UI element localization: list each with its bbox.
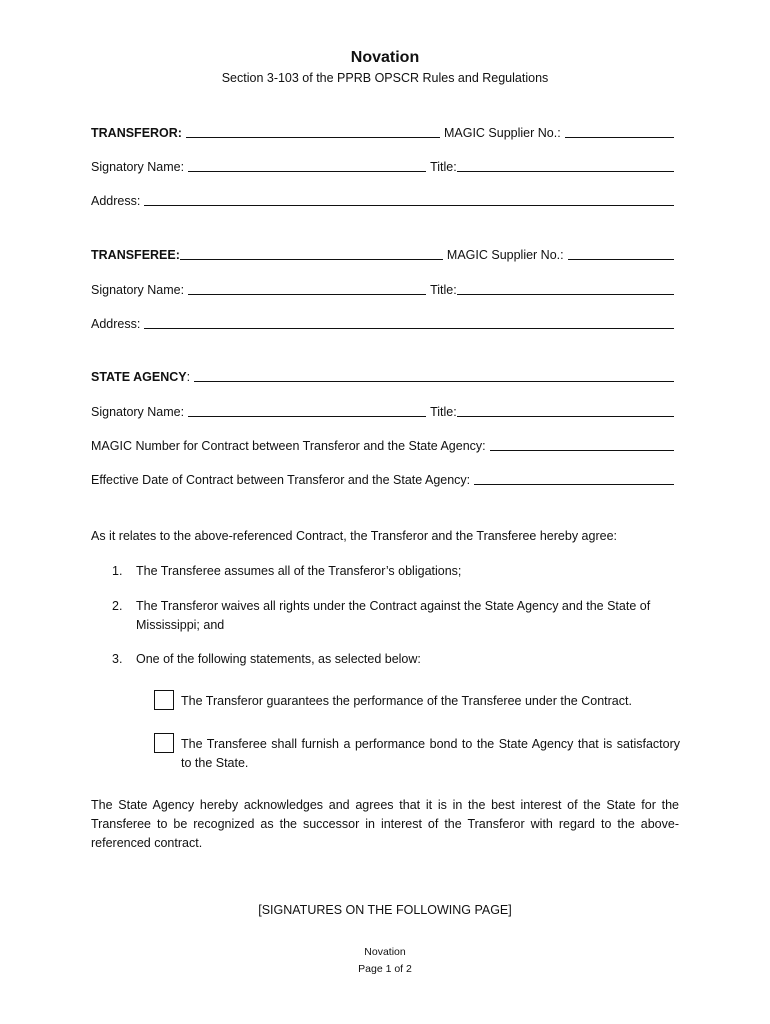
transferor-row xyxy=(91,122,674,140)
transferee-supplier-field[interactable] xyxy=(568,246,674,260)
transferor-address-field[interactable] xyxy=(144,192,674,206)
agreement-intro: As it relates to the above-referenced Contract, the Transferor and the Transferee hereby agree: xyxy=(91,529,617,543)
transferor-title-field[interactable] xyxy=(457,158,674,172)
transferor-title-label: Title: xyxy=(430,160,457,174)
performance-bond-option-text: The Transferee shall furnish a performance bond to the State Agency that is satisfactory to the State. xyxy=(181,737,680,770)
list-item xyxy=(112,650,680,669)
page-number: Page 1 of 2 xyxy=(358,963,412,975)
signatures-note: [SIGNATURES ON THE FOLLOWING PAGE] xyxy=(258,903,512,917)
transferee-address-row xyxy=(91,313,674,331)
magic-number-label: MAGIC Number for Contract between Transferor and the State Agency: xyxy=(91,439,486,453)
effective-date-label: Effective Date of Contract between Transferor and the State Agency: xyxy=(91,473,471,487)
list-item-text: The Transferee assumes all of the Transferor’s obligations; xyxy=(136,564,462,578)
state-agency-field[interactable] xyxy=(194,368,674,382)
transferee-signatory-row xyxy=(91,279,674,297)
transferor-address-label: Address: xyxy=(91,194,141,208)
transferor-label: TRANSFEROR: xyxy=(91,126,182,140)
transferee-supplier-label: MAGIC Supplier No.: xyxy=(446,248,564,262)
list-item xyxy=(112,597,680,635)
transferor-signatory-label: Signatory Name: xyxy=(91,160,185,174)
transferee-signatory-field[interactable] xyxy=(188,281,426,295)
guarantee-option xyxy=(154,692,680,711)
performance-bond-option xyxy=(154,735,680,773)
transferee-title-label: Title: xyxy=(430,283,457,297)
transferee-name-field[interactable] xyxy=(180,246,443,260)
list-item xyxy=(112,562,680,581)
performance-bond-checkbox[interactable] xyxy=(154,733,174,753)
transferee-label: TRANSFEREE: xyxy=(91,248,180,262)
list-item-number: 2. xyxy=(112,599,123,613)
state-agency-signatory-row xyxy=(91,401,674,419)
effective-date-row xyxy=(91,469,674,487)
document-subtitle: Section 3-103 of the PPRB OPSCR Rules and Regulations xyxy=(221,71,549,85)
transferor-name-field[interactable] xyxy=(186,124,440,138)
state-agency-row xyxy=(91,366,674,384)
transferor-address-row xyxy=(91,190,674,208)
transferor-signatory-row xyxy=(91,156,674,174)
transferor-signatory-field[interactable] xyxy=(188,158,426,172)
transferee-signatory-label: Signatory Name: xyxy=(91,283,185,297)
transferor-supplier-label: MAGIC Supplier No.: xyxy=(443,126,561,140)
state-agency-signatory-label: Signatory Name: xyxy=(91,405,185,419)
state-agency-signatory-field[interactable] xyxy=(188,403,426,417)
acknowledgement-paragraph: The State Agency hereby acknowledges and agrees that it is in the best interest of the State for the Transferee to be recognized as the successor in interest of the Transferor with regard to the above-referenced contract. xyxy=(91,798,679,850)
list-item-number: 1. xyxy=(112,564,123,578)
document-title: Novation xyxy=(350,49,420,66)
transferee-row xyxy=(91,244,674,262)
magic-number-field[interactable] xyxy=(490,437,674,451)
list-item-text: One of the following statements, as selected below: xyxy=(136,652,421,666)
transferee-address-label: Address: xyxy=(91,317,141,331)
transferee-address-field[interactable] xyxy=(144,315,674,329)
state-agency-colon: : xyxy=(186,370,191,384)
state-agency-label: STATE AGENCY xyxy=(91,370,187,384)
magic-number-row xyxy=(91,435,674,453)
effective-date-field[interactable] xyxy=(474,471,674,485)
transferor-supplier-field[interactable] xyxy=(565,124,674,138)
list-item-text: The Transferor waives all rights under the Contract against the State Agency and the State of Mississippi; and xyxy=(136,599,651,632)
state-agency-title-field[interactable] xyxy=(457,403,674,417)
state-agency-title-label: Title: xyxy=(430,405,457,419)
guarantee-option-text: The Transferor guarantees the performance of the Transferee under the Contract. xyxy=(181,694,632,708)
transferee-title-field[interactable] xyxy=(457,281,674,295)
list-item-number: 3. xyxy=(112,652,123,666)
footer-doc-name: Novation xyxy=(364,946,406,958)
guarantee-checkbox[interactable] xyxy=(154,690,174,710)
